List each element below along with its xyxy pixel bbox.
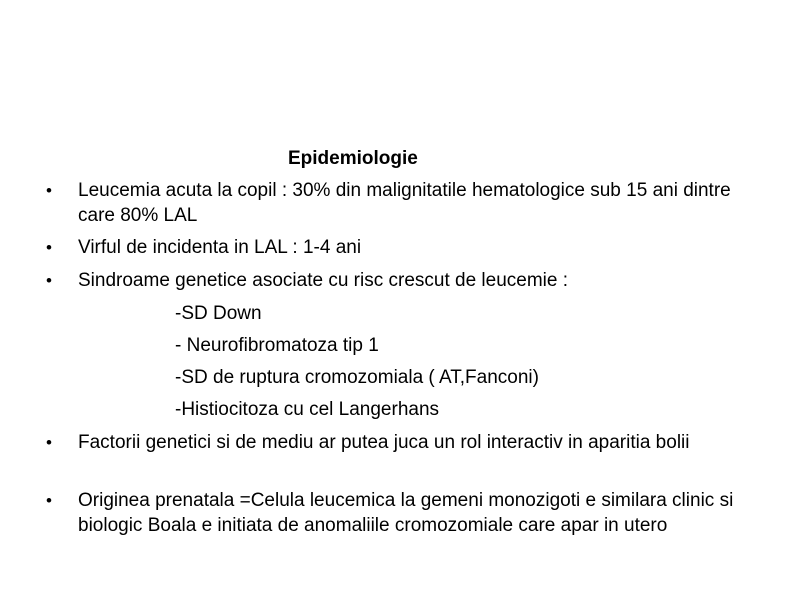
slide-heading: Epidemiologie xyxy=(288,148,418,169)
bullet-icon: • xyxy=(46,181,52,200)
list-item xyxy=(46,269,768,294)
sub-item: - Neurofibromatoza tip 1 xyxy=(175,335,379,356)
list-item-text: Virful de incidenta in LAL : 1-4 ani xyxy=(78,237,362,258)
sub-item: -SD de ruptura cromozomiala ( AT,Fanconi) xyxy=(175,367,539,388)
bullet-icon: • xyxy=(46,491,52,510)
list-item-text: Originea prenatala =Celula leucemica la gemeni monozigoti e similara clinic si biologic Boala e initiata de anomaliile cromozomiale care apar in utero xyxy=(78,490,734,536)
sub-item: -Histiocitoza cu cel Langerhans xyxy=(175,399,440,420)
sub-item: -SD Down xyxy=(175,303,262,324)
list-item-text: Sindroame genetice asociate cu risc crescut de leucemie : xyxy=(78,270,569,291)
list-item xyxy=(46,489,768,538)
bullet-icon: • xyxy=(46,238,52,257)
list-item-text: Factorii genetici si de mediu ar putea juca un rol interactiv in aparitia bolii xyxy=(78,432,690,453)
bullet-icon: • xyxy=(46,433,52,452)
list-item-text: Leucemia acuta la copil : 30% din malignitatile hematologice sub 15 ani dintre care 80% LAL xyxy=(78,180,731,226)
bullet-icon: • xyxy=(46,271,52,290)
list-item xyxy=(46,179,768,228)
list-item xyxy=(46,431,768,456)
list-item xyxy=(46,236,768,261)
